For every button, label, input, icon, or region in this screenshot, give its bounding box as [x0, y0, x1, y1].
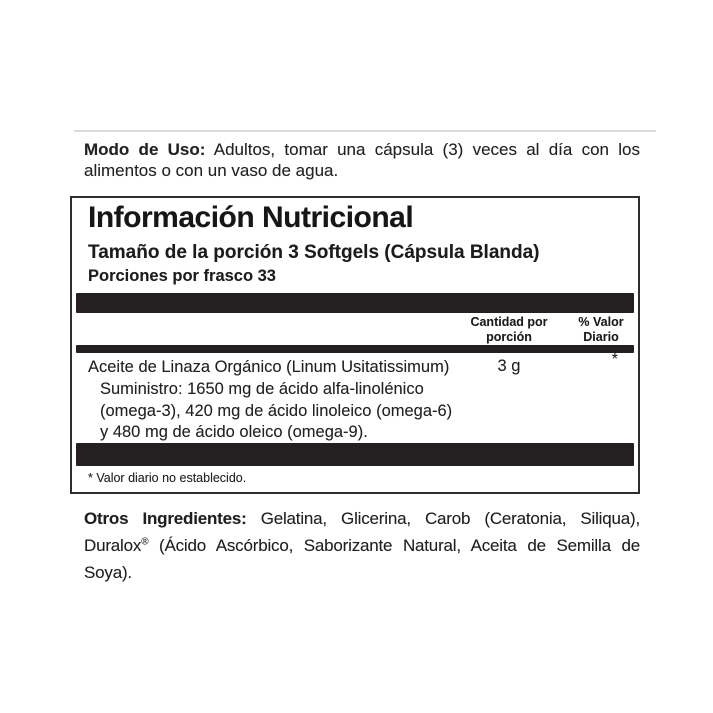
ingredients-label: Otros Ingredientes: [84, 509, 247, 528]
nutrient-row-daily-value: * [611, 351, 618, 368]
usage-line-1 [84, 139, 640, 160]
ingredients-line-2 [84, 532, 640, 559]
ingredients-text-line-1: Gelatina, Glicerina, Carob (Ceratonia, Siliqua), [260, 509, 640, 528]
nutrient-row-details [100, 379, 500, 444]
thick-separator-bar-bottom [76, 443, 634, 466]
nutrient-row-name: Aceite de Linaza Orgánico (Linum Usitatissimum) [88, 358, 450, 376]
usage-label: Modo de Uso: [84, 140, 206, 159]
servings-per-container: Porciones por frasco 33 [88, 267, 276, 285]
usage-instructions [84, 139, 640, 181]
medium-separator-bar [76, 345, 634, 353]
nutrient-detail-line: Suministro: 1650 mg de ácido alfa-linolénico [100, 380, 424, 398]
ingredients-line-3: Soya). [84, 563, 132, 582]
serving-size: Tamaño de la porción 3 Softgels (Cápsula Blanda) [88, 242, 540, 263]
ingredients-brand: Duralox [84, 536, 142, 555]
column-header-daily-value: % Valor Diario [578, 315, 624, 344]
nutrient-detail-line: y 480 mg de ácido oleico (omega-9). [100, 423, 368, 441]
nutrition-facts-panel [70, 196, 640, 494]
registered-trademark-symbol: ® [141, 536, 149, 548]
usage-text-line-1: Adultos, tomar una cápsula (3) veces al día con los [213, 140, 640, 159]
nutrient-detail-line: (omega-3), 420 mg de ácido linoleico (omega-6) [100, 401, 453, 420]
panel-title: Información Nutricional [88, 201, 414, 234]
nutrient-row-amount: 3 g [497, 357, 521, 375]
thick-separator-bar-top [76, 293, 634, 313]
column-header-amount: Cantidad por porción [470, 315, 548, 344]
ingredients-line-1 [84, 505, 640, 532]
separator-line [74, 130, 656, 132]
ingredients-text-line-2: (Ácido Ascórbico, Saborizante Natural, Aceita de Semilla de [159, 536, 640, 555]
usage-text-line-2: alimentos o con un vaso de agua. [84, 161, 339, 180]
daily-value-footnote: * Valor diario no establecido. [88, 471, 247, 485]
other-ingredients [84, 505, 640, 586]
